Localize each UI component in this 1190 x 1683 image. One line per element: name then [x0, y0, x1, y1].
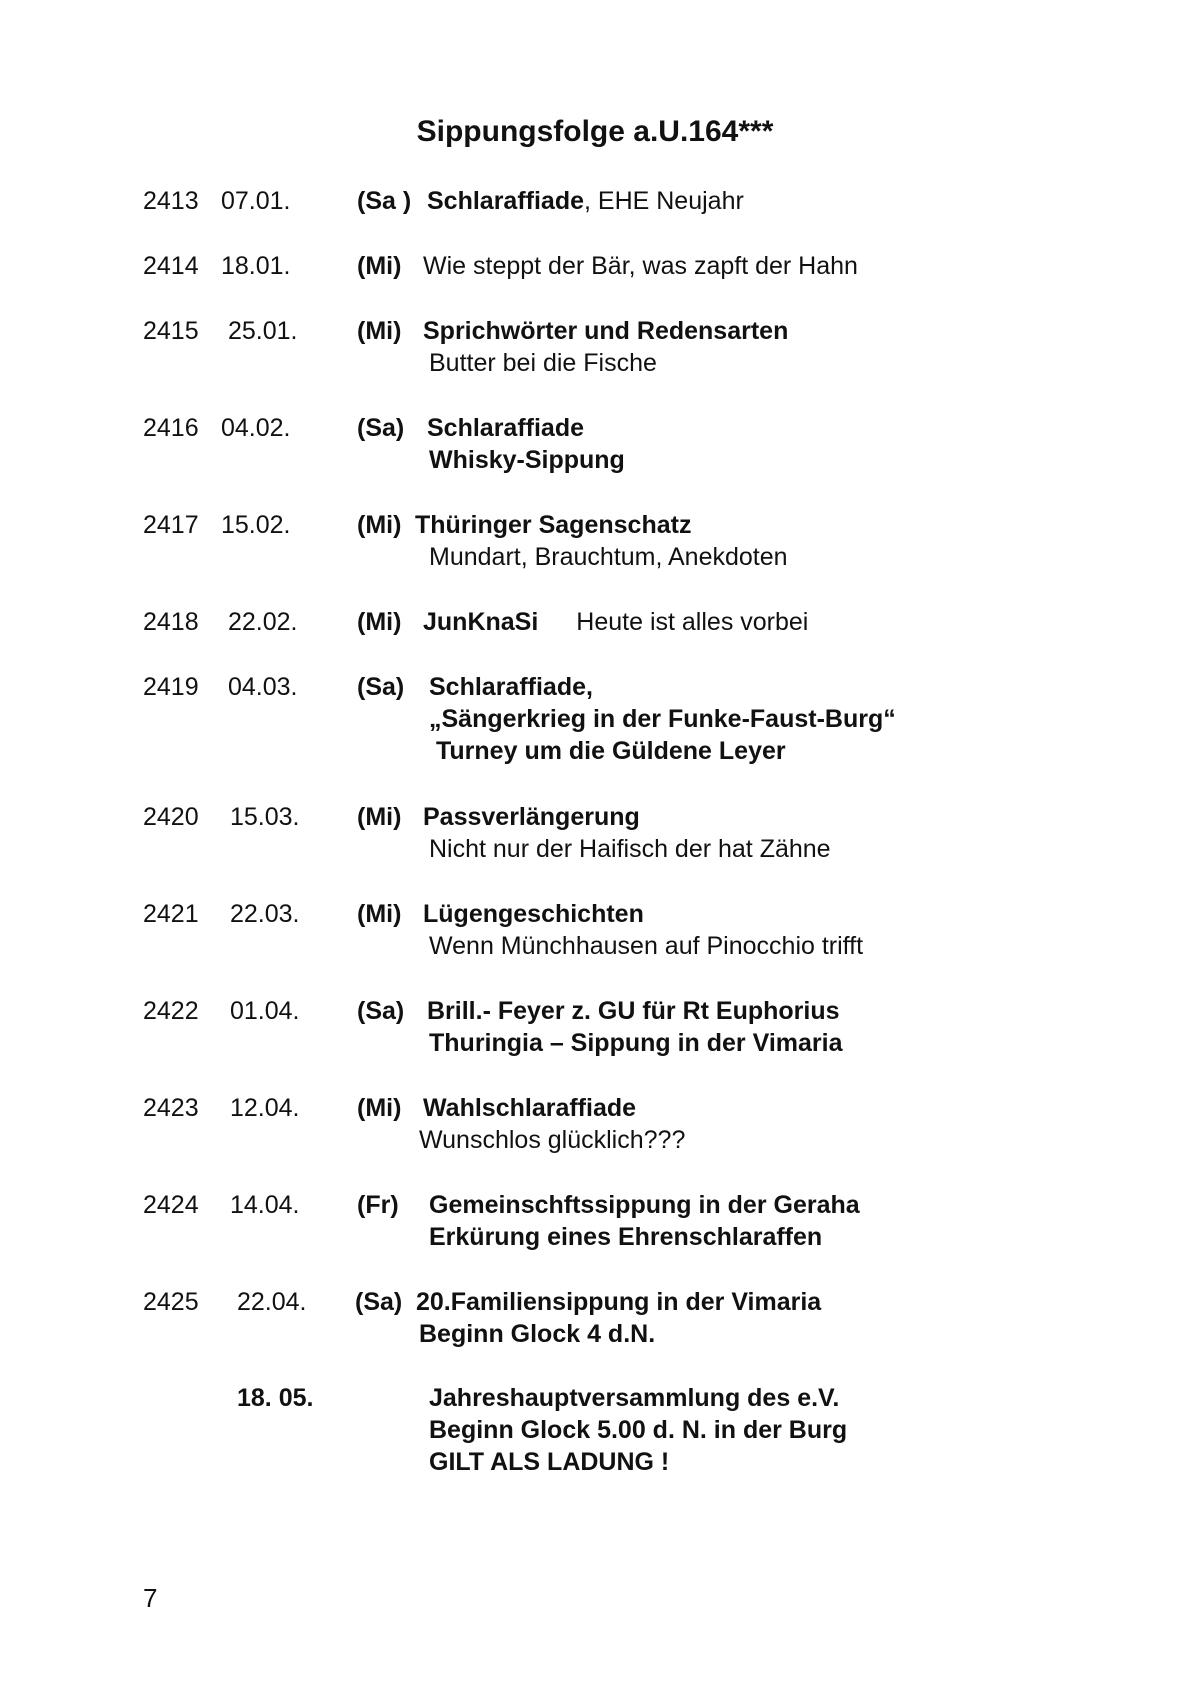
entry-topic-line	[419, 1319, 655, 1349]
entry-date: 04.02.	[221, 414, 291, 442]
entry-topic-line	[429, 445, 625, 475]
entry-number: 2413	[143, 187, 199, 215]
entry-topic-line	[423, 251, 858, 281]
topic-bold-text: Thuringia – Sippung in der Vimaria	[429, 1029, 843, 1057]
entry-date: 18.01.	[221, 252, 291, 280]
entry-date: 22.02.	[228, 608, 298, 636]
entry-number: 2416	[143, 414, 199, 442]
entry-number: 2423	[143, 1094, 199, 1122]
meeting-line: Jahreshauptversammlung des e.V.	[429, 1384, 840, 1412]
entry-weekday: (Sa)	[357, 414, 405, 442]
meeting-line: Beginn Glock 5.00 d. N. in der Burg	[429, 1416, 848, 1444]
entry-weekday: (Sa)	[357, 673, 405, 701]
topic-bold-text: Turney um die Güldene Leyer	[436, 737, 786, 765]
entry-date: 12.04.	[230, 1094, 300, 1122]
page-title: Sippungsfolge a.U.164***	[416, 115, 774, 148]
entry-topic-line	[436, 736, 786, 766]
topic-bold-text: Gemeinschftssippung in der Geraha	[429, 1191, 860, 1219]
topic-normal-text: Mundart, Brauchtum, Anekdoten	[429, 543, 788, 571]
topic-bold-text: Schlaraffiade	[427, 414, 585, 442]
topic-normal-text: Butter bei die Fische	[429, 349, 657, 377]
entry-topic-line	[429, 672, 593, 702]
topic-bold-text: Erkürung eines Ehrenschlaraffen	[429, 1223, 823, 1251]
topic-bold-text: Thüringer Sagenschatz	[415, 511, 692, 539]
entry-number: 2417	[143, 511, 199, 539]
topic-bold-text: Beginn Glock 4 d.N.	[419, 1320, 656, 1348]
entry-topic-line	[429, 542, 788, 572]
entry-number: 2425	[143, 1288, 199, 1316]
entry-topic-line	[427, 413, 584, 443]
topic-bold-text: Passverlängerung	[423, 803, 640, 831]
meeting-date: 18. 05.	[237, 1384, 314, 1412]
entry-weekday: (Mi)	[357, 511, 402, 539]
entry-topic-line	[416, 1287, 821, 1317]
entry-date: 15.02.	[221, 511, 291, 539]
topic-normal-text: Wenn Münchhausen auf Pinocchio trifft	[429, 932, 864, 960]
entry-weekday: (Mi)	[357, 252, 402, 280]
entry-weekday: (Mi)	[357, 608, 402, 636]
entry-topic-line	[429, 834, 831, 864]
entry-topic-line	[429, 1190, 860, 1220]
topic-bold-text: Sprichwörter und Redensarten	[423, 317, 789, 345]
topic-normal-text: , EHE Neujahr	[584, 187, 744, 215]
topic-normal-text: Heute ist alles vorbei	[576, 608, 809, 636]
entry-topic-line	[427, 996, 840, 1026]
entry-weekday: (Sa)	[357, 997, 405, 1025]
entry-topic-line	[423, 899, 644, 929]
entry-date: 04.03.	[228, 673, 298, 701]
entry-topic-line	[429, 348, 657, 378]
entry-date: 07.01.	[221, 187, 291, 215]
entry-number: 2414	[143, 252, 199, 280]
entry-topic-line	[429, 1028, 843, 1058]
topic-bold-text: Schlaraffiade,	[429, 673, 593, 701]
entry-weekday: (Mi)	[357, 803, 402, 831]
entry-topic-line	[429, 1222, 822, 1252]
topic-normal-text: Wie steppt der Bär, was zapft der Hahn	[423, 252, 858, 280]
topic-bold-text: Schlaraffiade	[427, 187, 585, 215]
entry-weekday: (Sa)	[355, 1288, 403, 1316]
meeting-line: GILT ALS LADUNG !	[429, 1448, 670, 1476]
entry-weekday: (Sa )	[357, 187, 412, 215]
entry-topic-line	[423, 316, 788, 346]
entry-date: 14.04.	[230, 1191, 300, 1219]
entry-weekday: (Mi)	[357, 1094, 402, 1122]
entry-number: 2418	[143, 608, 199, 636]
topic-bold-text: „Sängerkrieg in der Funke-Faust-Burg“	[429, 705, 896, 733]
entry-topic-line	[423, 802, 640, 832]
topic-bold-text: Whisky-Sippung	[429, 446, 625, 474]
entry-topic-line	[429, 704, 896, 734]
topic-bold-text: JunKnaSi	[423, 608, 539, 636]
entry-weekday: (Mi)	[357, 317, 402, 345]
topic-bold-text: 20.Familiensippung in der Vimaria	[416, 1288, 822, 1316]
entry-topic-line	[423, 607, 808, 637]
entry-date: 15.03.	[230, 803, 300, 831]
entry-date: 22.04.	[237, 1288, 307, 1316]
entry-number: 2422	[143, 997, 199, 1025]
entry-topic-line	[423, 1093, 636, 1123]
topic-bold-text: Wahlschlaraffiade	[423, 1094, 637, 1122]
entry-number: 2419	[143, 673, 199, 701]
entry-date: 01.04.	[230, 997, 300, 1025]
page-number: 7	[143, 1583, 158, 1613]
entry-date: 22.03.	[230, 900, 300, 928]
topic-normal-text: Nicht nur der Haifisch der hat Zähne	[429, 835, 831, 863]
entry-number: 2424	[143, 1191, 199, 1219]
entry-weekday: (Mi)	[357, 900, 402, 928]
entry-number: 2420	[143, 803, 199, 831]
entry-topic-line	[427, 186, 744, 216]
topic-normal-text: Wunschlos glücklich???	[419, 1126, 686, 1154]
entry-topic-line	[415, 510, 691, 540]
entry-topic-line	[419, 1125, 685, 1155]
entry-number: 2421	[143, 900, 199, 928]
topic-bold-text: Lügengeschichten	[423, 900, 644, 928]
topic-bold-text: Brill.- Feyer z. GU für Rt Euphorius	[427, 997, 840, 1025]
entry-number: 2415	[143, 317, 199, 345]
entry-weekday: (Fr)	[357, 1191, 399, 1219]
entry-topic-line	[429, 931, 863, 961]
entry-date: 25.01.	[228, 317, 298, 345]
